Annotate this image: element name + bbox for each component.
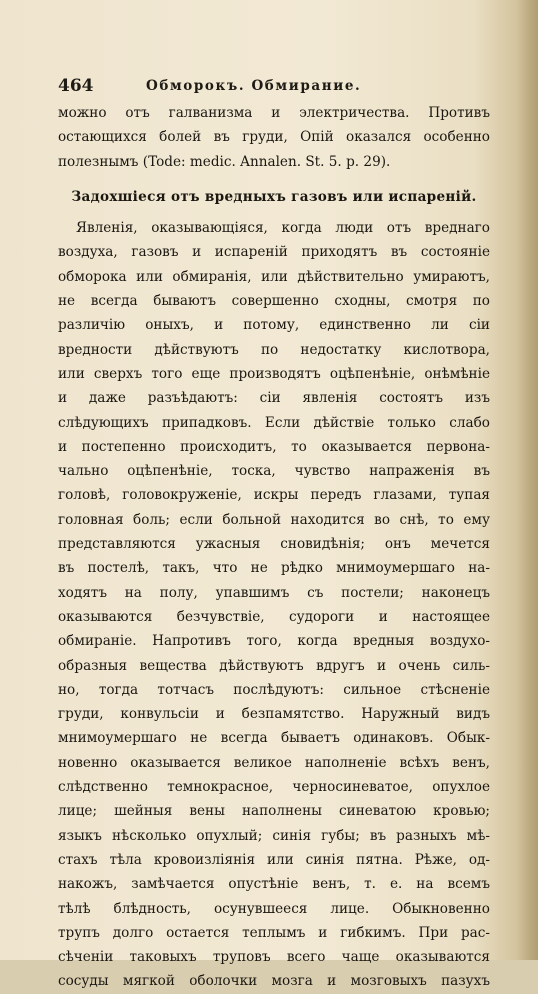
section-heading-text: Задохшіеся отъ вредныхъ газовъ или испареній.: [71, 188, 477, 205]
text-line: или сверхъ того еще производятъ оцѣпенѣніе, онѣмѣніе: [58, 365, 490, 382]
page-edge-shadow: [516, 0, 538, 960]
text-line: и постепенно происходитъ, то оказывается первона-: [58, 438, 490, 455]
text-line: полезнымъ (Tode: medic. Annalen. St. 5. p. 29).: [58, 153, 391, 170]
text-line: мнимоумершаго не всегда бываетъ одинаковъ. Обык-: [58, 730, 490, 747]
text-line: но, тогда тотчасъ послѣдуютъ: сильное стѣсненіе: [58, 681, 490, 698]
text-line: накожъ, замѣчается опустѣніе венъ, т. е. на всемъ: [58, 876, 490, 893]
text-line: различію оныхъ, и потому, единственно ли сіи: [58, 317, 490, 334]
text-line: оказываются безчувствіе, судороги и настоящее: [58, 608, 490, 625]
text-line: остающихся болей въ груди, Опій оказался особенно: [58, 129, 490, 146]
text-line: новенно оказывается великое наполненіе всѣхъ венъ,: [58, 754, 490, 771]
text-line: головѣ, головокруженіе, искры передъ глазами, тупая: [58, 487, 490, 504]
text-line: представляются ужасныя сновидѣнія; онъ мечется: [58, 536, 490, 553]
text-line: слѣдственно темнокрасное, черносиневатое, опухлое: [58, 779, 490, 796]
text-line: языкъ нѣсколько опухлый; синія губы; въ разныхъ мѣ-: [58, 827, 490, 844]
text-line: не всегда бываютъ совершенно сходны, смотря по: [58, 293, 490, 310]
page-header: [58, 76, 498, 98]
text-line: тѣлѣ блѣдность, осунувшееся лице. Обыкновенно: [58, 900, 490, 917]
text-line: чально оцѣпенѣніе, тоска, чувство напраженія въ: [58, 463, 490, 480]
text-line: сосуды мягкой оболочки мозга и мозговыхъ пазухъ: [58, 973, 490, 990]
text-line: Явленія, оказывающіяся, когда люди отъ вреднаго: [76, 220, 490, 237]
text-line: груди, конвульсіи и безпамятство. Наружный видъ: [58, 706, 490, 723]
text-line: образныя вещества дѣйствуютъ вдругъ и очень силь-: [58, 657, 490, 674]
text-line: головная боль; если больной находится во снѣ, то ему: [58, 511, 490, 528]
body-text: [58, 101, 490, 994]
paragraph-continuation: [58, 101, 490, 174]
text-line: въ постелѣ, такъ, что не рѣдко мнимоумершаго на-: [58, 560, 490, 577]
section-paragraph: [58, 216, 490, 994]
text-line: стахъ тѣла кровоизліянія или синія пятна. Рѣже, од-: [58, 851, 490, 868]
text-line: слѣдующихъ припадковъ. Если дѣйствіе только слабо: [58, 414, 490, 431]
page-number: 464: [58, 76, 94, 96]
text-line: трупъ долго остается теплымъ и гибкимъ. При рас-: [58, 924, 490, 941]
text-line: воздуха, газовъ и испареній приходятъ въ состояніе: [58, 244, 490, 261]
text-line: и даже разъѣдаютъ: сіи явленія состоятъ изъ: [58, 390, 490, 407]
text-line: можно отъ галванизма и электричества. Противъ: [58, 105, 490, 121]
text-line: ходятъ на полу, упавшимъ съ постели; наконецъ: [58, 584, 490, 601]
running-title: Обморокъ. Обмирание.: [146, 78, 362, 94]
text-line: вредности дѣйствуютъ по недостатку кислотвора,: [58, 341, 490, 358]
text-line: обморока или обмиранія, или дѣйствительно умираютъ,: [58, 268, 490, 285]
section-heading: [58, 185, 490, 209]
text-line: обмираніе. Напротивъ того, когда вредныя воздухо-: [58, 633, 490, 650]
text-line: сѣченіи таковыхъ труповъ всего чаще оказываются: [58, 949, 490, 966]
text-line: лице; шейныя вены наполнены синеватою кровью;: [58, 803, 490, 820]
